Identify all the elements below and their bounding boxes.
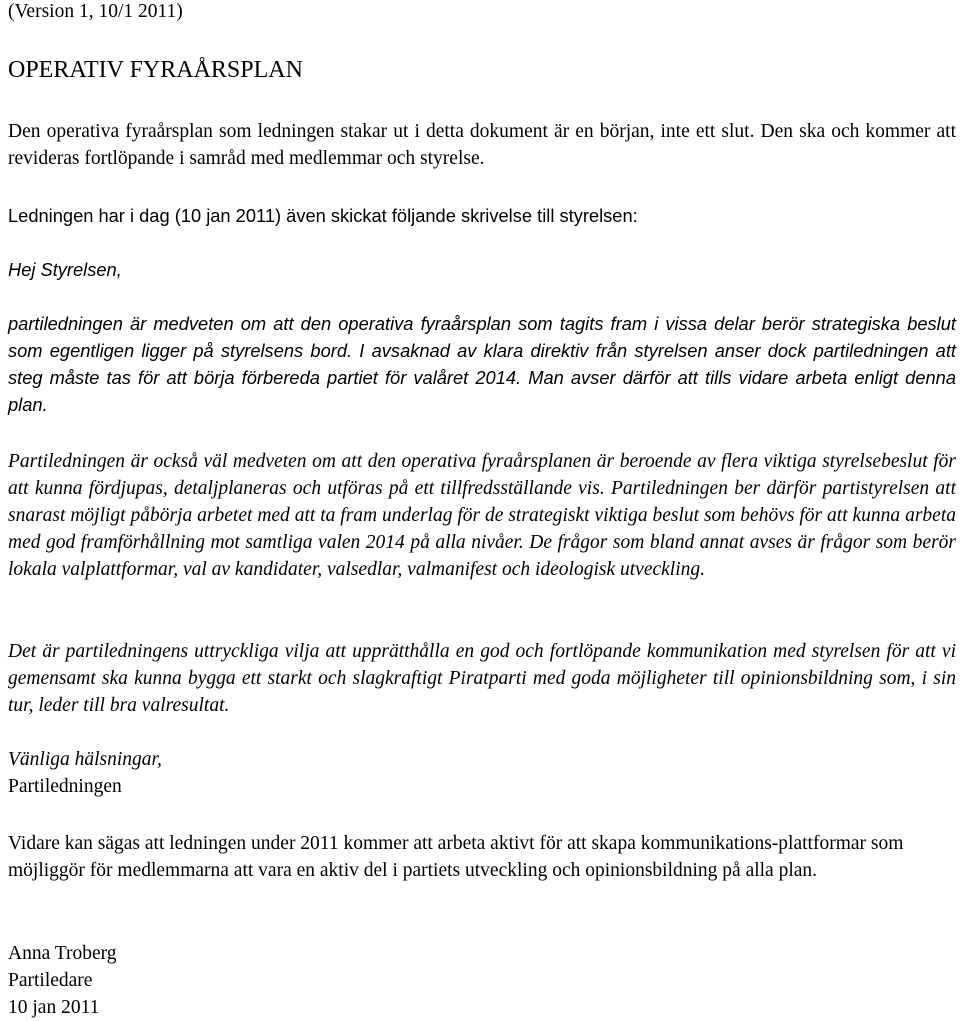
signature-block [8,940,117,1021]
leadership-note: Ledningen har i dag (10 jan 2011) även skickat följande skrivelse till styrelsen: [8,205,638,226]
letter-paragraph-3: Det är partiledningens uttryckliga vilja att upprätthålla en god och fortlöpande kommunikation med styrelsen för att vi gemensamt ska kunna bygga ett starkt och slagkraftigt Piratparti med goda möjligheter till opinionsbildning som, i sin tur, leder till bra valresultat. [8,641,956,716]
letter-paragraph-2: Partiledningen är också väl medveten om att den operativa fyraårsplanen är beroende av flera viktiga styrelsebeslut för att kunna fördjupas, detaljplaneras och utföras på ett tillfredsställande vis. Partiledningen ber därför partistyrelsen att snarast möjligt påbörja arbetet med att ta fram underlag för de strategiskt viktiga beslut som behövs för att kunna arbeta med god framförhållning mot samtliga valen 2014 på alla nivåer. De frågor som bland annat avses är frågor som berör lokala valplattformar, val av kandidater, valsedlar, valmanifest och ideologisk utveckling. [8,451,956,580]
signature-role: Partiledare [8,970,93,991]
signature-date: 10 jan 2011 [8,997,100,1018]
signature-name: Anna Troberg [8,943,117,964]
letter-closing: Vänliga hälsningar, [8,749,162,770]
version-line: (Version 1, 10/1 2011) [8,1,183,22]
letter-closing-block [8,746,162,800]
intro-paragraph: Den operativa fyraårsplan som ledningen stakar ut i detta dokument är en början, inte ett slut. Den ska och kommer att revideras fortlöpande i samråd med medlemmar och styrelse. [8,121,956,169]
document-title: OPERATIV FYRAÅRSPLAN [8,57,303,83]
letter-paragraph-1: partiledningen är medveten om att den operativa fyraårsplan som tagits fram i vissa delar berör strategiska beslut som egentligen ligger på styrelsens bord. I avsaknad av klara direktiv från styrelsen anser dock partiledningen att steg måste tas för att börja förbereda partiet för valåret 2014. Man avser därför att tills vidare arbeta enligt denna plan. [8,313,956,415]
letter-greeting: Hej Styrelsen, [8,259,122,280]
letter-sender: Partiledningen [8,776,122,797]
followup-paragraph: Vidare kan sägas att ledningen under 2011 kommer att arbeta aktivt för att skapa kommunikations-plattformar som möjliggör för medlemmarna att vara en aktiv del i partiets utveckling och opinionsbildning på alla plan. [8,833,904,881]
